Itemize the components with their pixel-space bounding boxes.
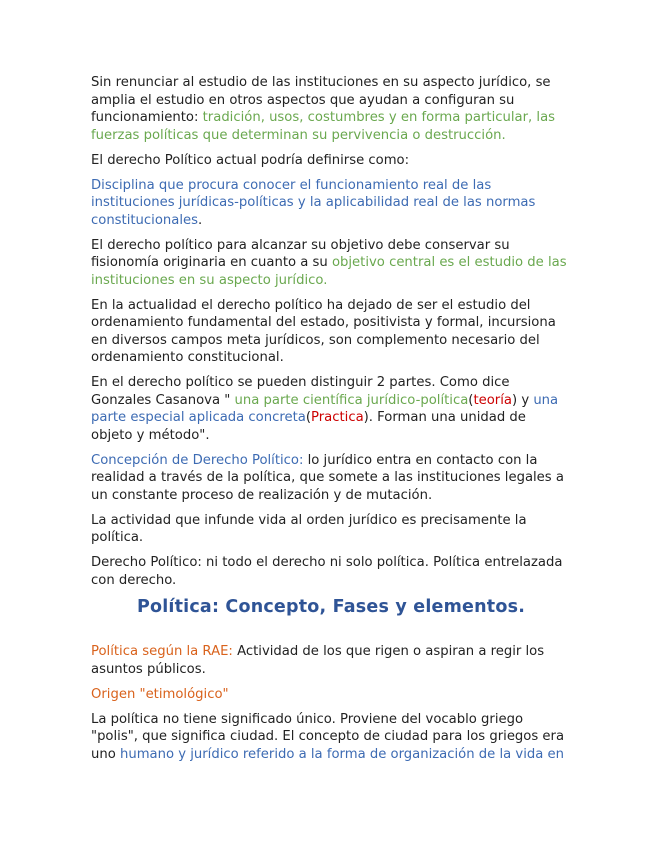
paragraph-6-mid: ) y: [511, 392, 534, 408]
theory-word: teoría: [473, 392, 512, 408]
concept-text: lo jurídico entra en contacto con la realidad a través de la política, que somete a las instituciones legales a un constante proceso de realización y de mutación.: [91, 452, 564, 503]
paragraph-1-text: Sin renunciar al estudio de las instituciones en su aspecto jurídico, se amplia el estudio en otros aspectos que ayudan a configuran su funcionamiento:: [91, 75, 551, 125]
definition-period: .: [197, 212, 203, 228]
paragraph-10: [91, 643, 571, 678]
paragraph-4-text: El derecho político para alcanzar su objetivo debe conservar su fisionomía originaria en cuanto a su: [91, 237, 510, 270]
paragraph-9: Derecho Político: ni todo el derecho ni solo política. Política entrelazada con derecho.: [91, 555, 563, 588]
paren-open-1: (: [468, 392, 474, 408]
etymology-subheading: Origen "etimológico": [91, 686, 229, 702]
paragraph-12-text: La política no tiene significado único. Proviene del vocablo griego "polis", que significa ciudad. El concepto de ciudad para los griegos era uno: [91, 711, 565, 762]
document-body: [91, 74, 571, 771]
paragraph-12-highlight: humano y jurídico referido a la forma de organización de la vida en: [119, 746, 564, 762]
scientific-part: una parte científica jurídico-política: [234, 392, 469, 408]
paragraph-4-highlight: objetivo central es el estudio de las instituciones en su aspecto jurídico.: [91, 255, 567, 288]
practice-word: Practica: [311, 410, 364, 425]
paragraph-1: [91, 74, 571, 144]
paragraph-8: La actividad que infunde vida al orden jurídico es precisamente la política.: [91, 512, 527, 545]
paragraph-5: En la actualidad el derecho político ha dejado de ser el estudio del ordenamiento fundamental del estado, positivista y formal, incursiona en diversos campos meta jurídicos, son complemento necesario del ordenamiento constitucional.: [91, 297, 556, 365]
paragraph-7: [91, 452, 571, 505]
paragraph-3: [91, 177, 571, 230]
rae-label: Política según la RAE:: [91, 644, 233, 659]
paragraph-6-end: ). Forman una unidad de objeto y método".: [91, 410, 526, 443]
definition-text: Disciplina que procura conocer el funcionamiento real de las instituciones jurídicas-políticas y la aplicabilidad real de las normas constitucionales: [91, 177, 536, 228]
paren-open-2: (: [305, 410, 312, 425]
special-part: una parte especial aplicada concreta: [91, 392, 559, 425]
paragraph-2: El derecho Político actual podría definirse como:: [91, 152, 410, 168]
rae-definition: Actividad de los que rigen o aspiran a regir los asuntos públicos.: [91, 644, 545, 677]
paragraph-6-intro: En el derecho político se pueden distinguir 2 partes. Como dice Gonzales Casanova ": [91, 375, 510, 408]
paragraph-1-highlight: tradición, usos, costumbres y en forma particular, las fuerzas políticas que determinan su pervivencia o destrucción.: [91, 110, 556, 143]
section-heading: Política: Concepto, Fases y elementos.: [136, 597, 526, 617]
paragraph-12: [91, 711, 571, 764]
paragraph-6: [91, 374, 571, 444]
paragraph-4: [91, 237, 571, 290]
concept-label: Concepción de Derecho Político:: [91, 452, 304, 468]
